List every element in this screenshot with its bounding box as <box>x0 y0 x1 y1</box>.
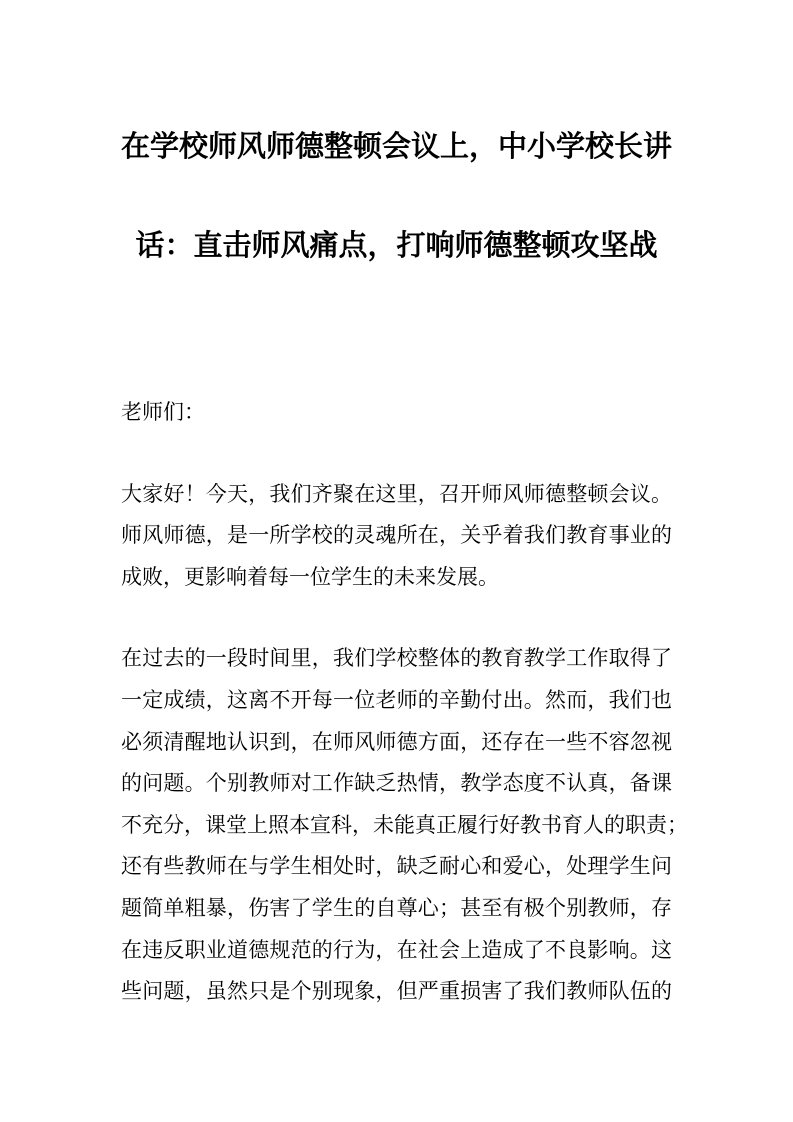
text-line: 题简单粗暴，伤害了学生的自尊心；甚至有极个别教师，存 <box>121 896 672 920</box>
text-line: 师风师德，是一所学校的灵魂所在，关乎着我们教育事业的 <box>121 524 672 548</box>
text-line: 的问题。个别教师对工作缺乏热情，教学态度不认真，备课 <box>121 772 672 796</box>
text-line: 一定成绩，这离不开每一位老师的辛勤付出。然而，我们也 <box>121 688 672 712</box>
text-line: 在违反职业道德规范的行为，在社会上造成了不良影响。这 <box>121 938 672 962</box>
paragraph-opening <box>121 474 672 599</box>
text-line: 些问题，虽然只是个别现象，但严重损害了我们教师队伍的 <box>121 980 672 1004</box>
text-line: 老师们： <box>121 401 205 424</box>
title-line-2: 话：直击师风痛点，打响师德整顿攻坚战 <box>135 230 658 262</box>
text-line: 成败，更影响着每一位学生的未来发展。 <box>121 565 499 589</box>
document-title <box>121 98 672 296</box>
text-line: 不充分，课堂上照本宣科，未能真正履行好教书育人的职责； <box>121 813 688 837</box>
text-line: 必须清醒地认识到，在师风师德方面，还存在一些不容忽视 <box>121 730 672 754</box>
paragraph-salutation <box>121 392 672 434</box>
text-line: 在过去的一段时间里，我们学校整体的教育教学工作取得了 <box>121 647 672 671</box>
title-line-1: 在学校师风师德整顿会议上，中小学校长讲 <box>121 131 673 163</box>
text-line: 还有些教师在与学生相处时，缺乏耐心和爱心，处理学生问 <box>121 855 672 879</box>
text-line: 大家好！今天，我们齐聚在这里，召开师风师德整顿会议。 <box>121 482 672 506</box>
paragraph-problems <box>121 638 688 1012</box>
